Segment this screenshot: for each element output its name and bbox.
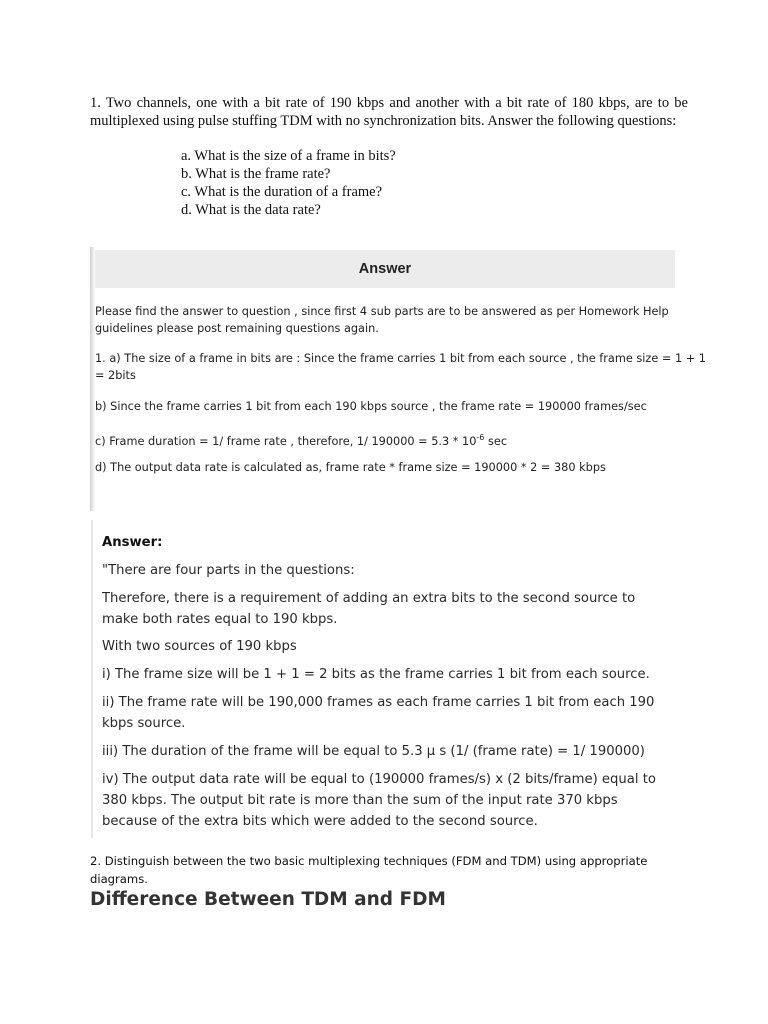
answer-1-part-c [95, 429, 675, 450]
answer-1-intro-line-1: Please find the answer to question , since first 4 sub parts are to be answered as per Homework Help [95, 305, 669, 318]
question-1-text: 1. Two channels, one with a bit rate of 190 kbps and another with a bit rate of 180 kbps, are to be multiplexed using pulse stuffing TDM with no synchronization bits. Answer the following questions: [90, 95, 688, 129]
answer-2-text-1: "There are four parts in the questions: [102, 563, 355, 578]
answer-1-part-a-line-1: 1. a) The size of a frame in bits are : Since the frame carries 1 bit from each source , the frame size = 1 + 1 [95, 352, 706, 365]
answer-1-part-c-line [95, 429, 675, 450]
answer-2-text-3: make both rates equal to 190 kbps. [102, 612, 338, 627]
answer-2-text-8: iii) The duration of the frame will be equal to 5.3 µ s (1/ (frame rate) = 1/ 190000) [102, 744, 645, 759]
answer-1-part-a-line-2: = 2bits [95, 369, 136, 382]
section-heading: Difference Between TDM and FDM [90, 889, 446, 910]
answer-panel-2-title: Answer: [102, 535, 163, 550]
question-1-parts [181, 147, 396, 219]
answer-1-part-b [95, 398, 675, 415]
answer-2-text-5: i) The frame size will be 1 + 1 = 2 bits as the frame carries 1 bit from each source. [102, 667, 650, 682]
answer-1-intro [95, 303, 675, 337]
answer-2-text-11: because of the extra bits which were added to the second source. [102, 814, 538, 829]
answer-1-part-d-line: d) The output data rate is calculated as, frame rate * frame size = 190000 * 2 = 380 kbps [95, 461, 606, 474]
answer-1-part-d [95, 459, 675, 476]
answer-2-para-7 [102, 769, 662, 832]
question-1-part-d: d. What is the data rate? [181, 202, 321, 218]
answer-2-line-1 [102, 560, 662, 581]
answer-2-text-6: ii) The frame rate will be 190,000 frames as each frame carries 1 bit from each 190 [102, 695, 655, 710]
question-1-part-b: b. What is the frame rate? [181, 166, 331, 182]
question-2-text [90, 852, 690, 888]
answer-1-intro-line-2: guidelines please post remaining questions again. [95, 322, 379, 335]
answer-2-para-2 [102, 588, 662, 630]
answer-1-part-a [95, 350, 706, 384]
answer-1-part-c-prefix: c) Frame duration = 1/ frame rate , therefore, 1/ 190000 = 5.3 * 10 [95, 434, 477, 448]
answer-2-para-5 [102, 692, 662, 734]
answer-1-part-c-suffix: sec [484, 434, 508, 448]
answer-2-text-2: Therefore, there is a requirement of adding an extra bits to the second source to [102, 591, 636, 606]
answer-2-para-4 [102, 664, 662, 685]
answer-1-part-c-exponent: -6 [476, 433, 485, 442]
answer-2-text-10: 380 kbps. The output bit rate is more than the sum of the input rate 370 kbps [102, 793, 618, 808]
answer-2-para-6 [102, 741, 662, 762]
question-1-part-a: a. What is the size of a frame in bits? [181, 148, 396, 164]
answer-2-text-7: kbps source. [102, 716, 186, 731]
answer-2-text-4: With two sources of 190 kbps [102, 639, 297, 654]
answer-2-text-9: iv) The output data rate will be equal to (190000 frames/s) x (2 bits/frame) equal to [102, 772, 656, 787]
question-1-part-c: c. What is the duration of a frame? [181, 184, 383, 200]
answer-1-part-b-line: b) Since the frame carries 1 bit from each 190 kbps source , the frame rate = 190000 frames/sec [95, 400, 647, 413]
answer-2-para-3 [102, 636, 662, 657]
answer-panel-1-header: Answer [95, 250, 675, 288]
question-2-line-2: diagrams. [90, 872, 148, 886]
question-2-line-1: 2. Distinguish between the two basic multiplexing techniques (FDM and TDM) using appropriate [90, 854, 648, 868]
answer-panel-2-edge [91, 520, 93, 838]
